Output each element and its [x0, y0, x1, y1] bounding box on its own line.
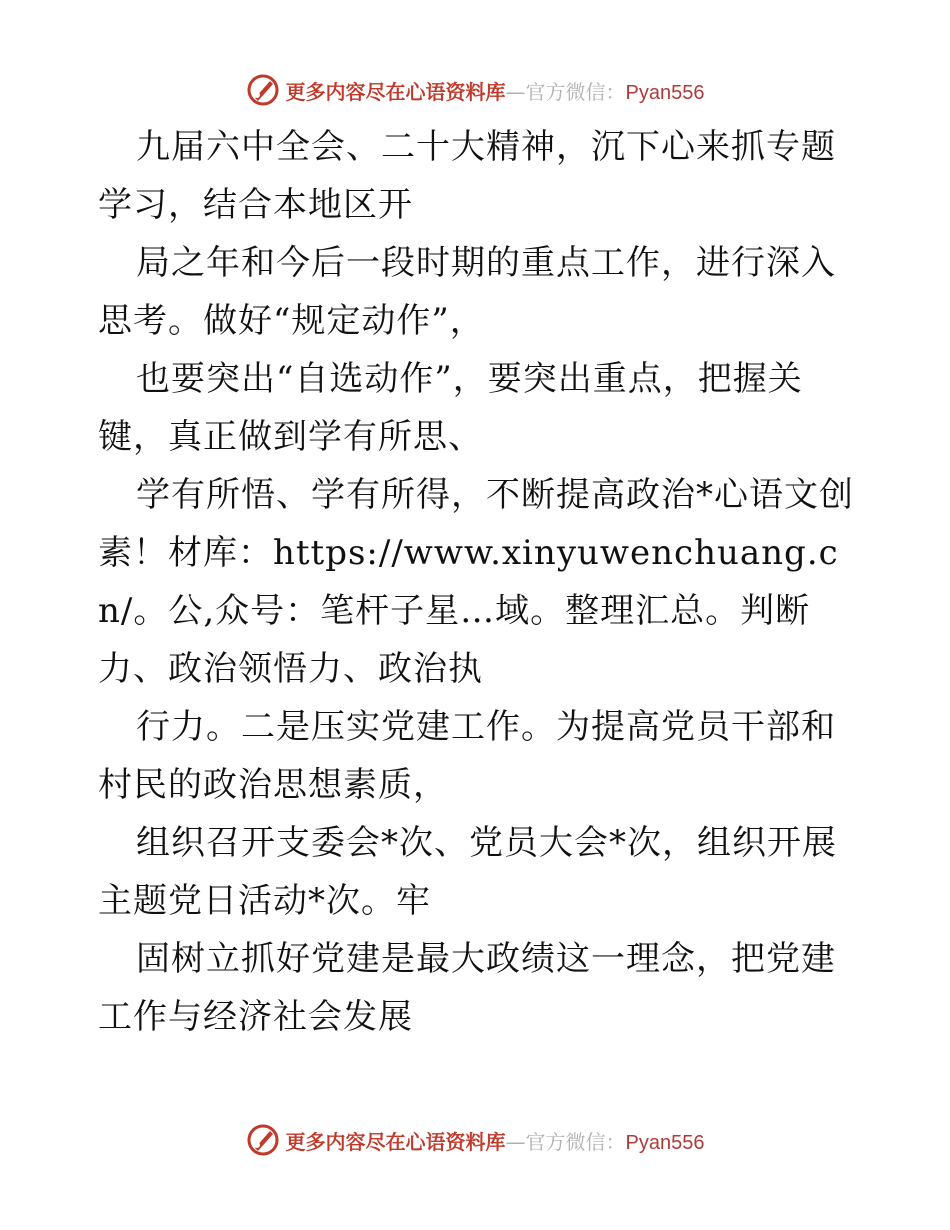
- paragraph: 组织召开支委会*次、党员大会*次，组织开展主题党日活动*次。牢: [98, 823, 837, 921]
- header-dash: —: [505, 79, 526, 104]
- document-body: [98, 118, 858, 1046]
- footer-wechat-id: Pyan556: [625, 1131, 705, 1154]
- header-banner: [0, 70, 950, 110]
- footer-banner-text: [286, 1126, 705, 1155]
- pen-logo-icon: [246, 1123, 280, 1157]
- header-banner-text: [286, 76, 705, 105]
- header-wechat-id: Pyan556: [625, 81, 705, 104]
- header-slogan: 更多内容尽在心语资料库: [285, 79, 506, 104]
- header-wechat-label: 官方微信：: [525, 79, 626, 104]
- footer-slogan: 更多内容尽在心语资料库: [285, 1129, 506, 1154]
- paragraph: 固树立抓好党建是最大政绩这一理念，把党建工作与经济社会发展: [98, 939, 836, 1037]
- paragraph: 行力。二是压实党建工作。为提高党员干部和村民的政治思想素质，: [98, 707, 836, 805]
- paragraph: 学有所悟、学有所得，不断提高政治*心语文创素！材库：https://www.xinyuwenchuang.cn/。公,众号：笔杆子星…域。整理汇总。判断力、政治领悟力、政治执: [98, 475, 854, 689]
- pen-logo-icon: [246, 73, 280, 107]
- paragraph: 九届六中全会、二十大精神，沉下心来抓专题学习，结合本地区开: [98, 127, 836, 225]
- paragraph: 局之年和今后一段时期的重点工作，进行深入思考。做好“规定动作”，: [98, 243, 836, 341]
- footer-dash: —: [505, 1129, 526, 1154]
- footer-wechat-label: 官方微信：: [525, 1129, 626, 1154]
- paragraph: 也要突出“自选动作”，要突出重点，把握关键，真正做到学有所思、: [98, 359, 803, 457]
- footer-banner: [0, 1120, 950, 1160]
